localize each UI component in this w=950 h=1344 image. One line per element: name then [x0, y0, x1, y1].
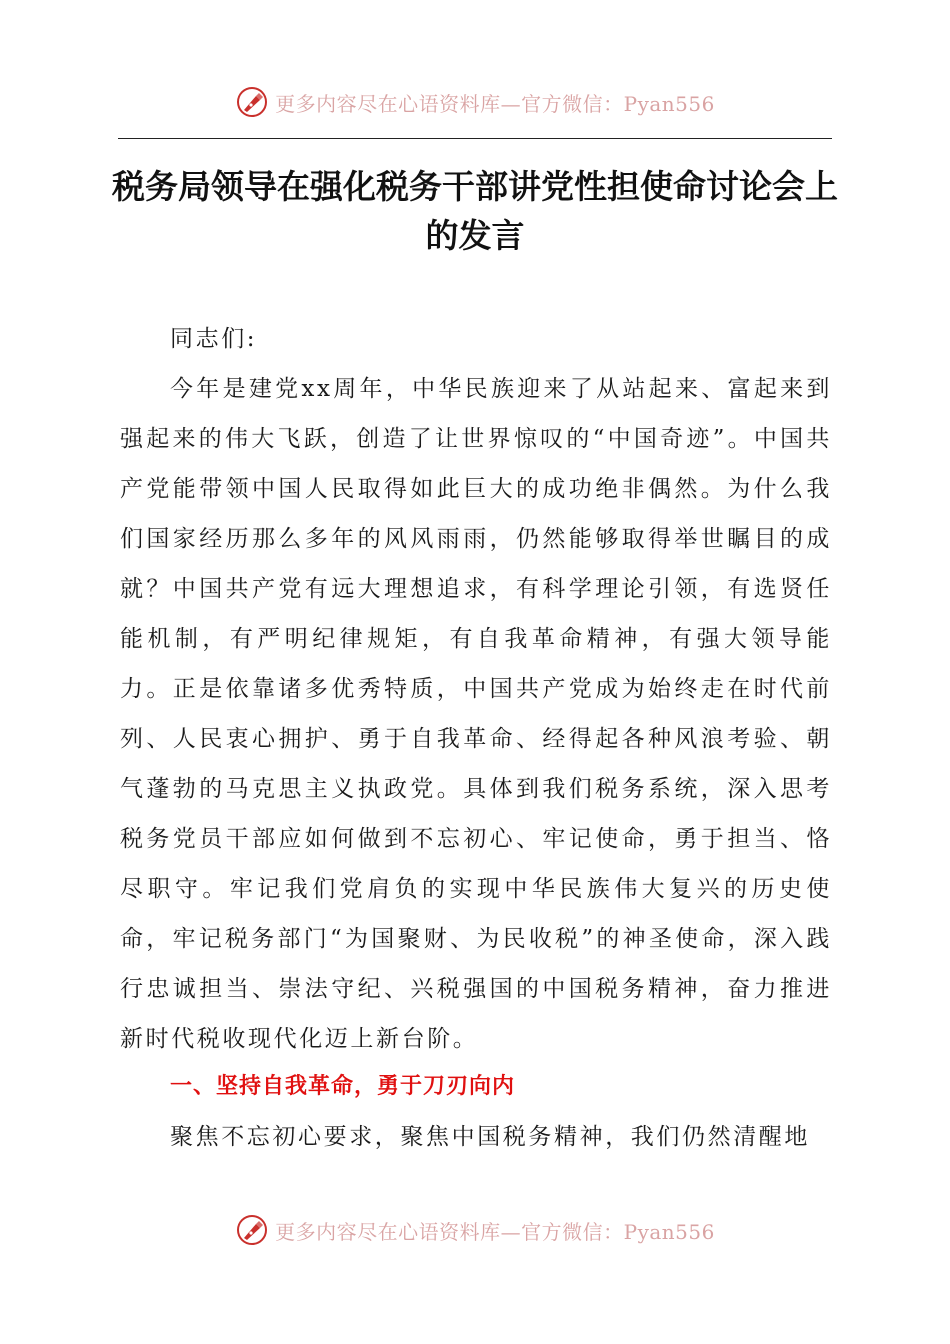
body-paragraph-2: 聚焦不忘初心要求，聚焦中国税务精神，我们仍然清醒地 — [170, 1124, 810, 1150]
pen-nib-logo-icon — [235, 85, 269, 119]
header-divider — [118, 138, 832, 139]
document-title: 税务局领导在强化税务干部讲党性担使命讨论会上的发言 — [112, 167, 838, 255]
footer-banner — [0, 1210, 950, 1250]
header-banner — [0, 82, 950, 122]
section-heading-1: 一、坚持自我革命，勇于刀刃向内 — [170, 1074, 516, 1099]
body-paragraph-1: 今年是建党xx周年，中华民族迎来了从站起来、富起来到强起来的伟大飞跃，创造了让世界惊叹的“中国奇迹”。中国共产党能带领中国人民取得如此巨大的成功绝非偶然。为什么我们国家经历那么多年的风风雨雨，仍然能够取得举世瞩目的成就？中国共产党有远大理想追求，有科学理论引领，有选贤任能机制，有严明纪律规矩，有自我革命精神，有强大领导能力。正是依靠诸多优秀特质，中国共产党成为始终走在时代前列、人民衷心拥护、勇于自我革命、经得起各种风浪考验、朝气蓬勃的马克思主义执政党。具体到我们税务系统，深入思考税务党员干部应如何做到不忘初心、牢记使命，勇于担当、恪尽职守。牢记我们党肩负的实现中华民族伟大复兴的历史使命，牢记税务部门“为国聚财、为民收税”的神圣使命，深入践行忠诚担当、崇法守纪、兴税强国的中国税务精神，奋力推进新时代税收现代化迈上新台阶。 — [120, 376, 832, 1052]
pen-nib-logo-icon — [235, 1213, 269, 1247]
banner-text: 更多内容尽在心语资料库—官方微信：Pyan556 — [275, 91, 715, 116]
salutation: 同志们: — [170, 326, 258, 352]
banner-text: 更多内容尽在心语资料库—官方微信：Pyan556 — [275, 1219, 715, 1244]
